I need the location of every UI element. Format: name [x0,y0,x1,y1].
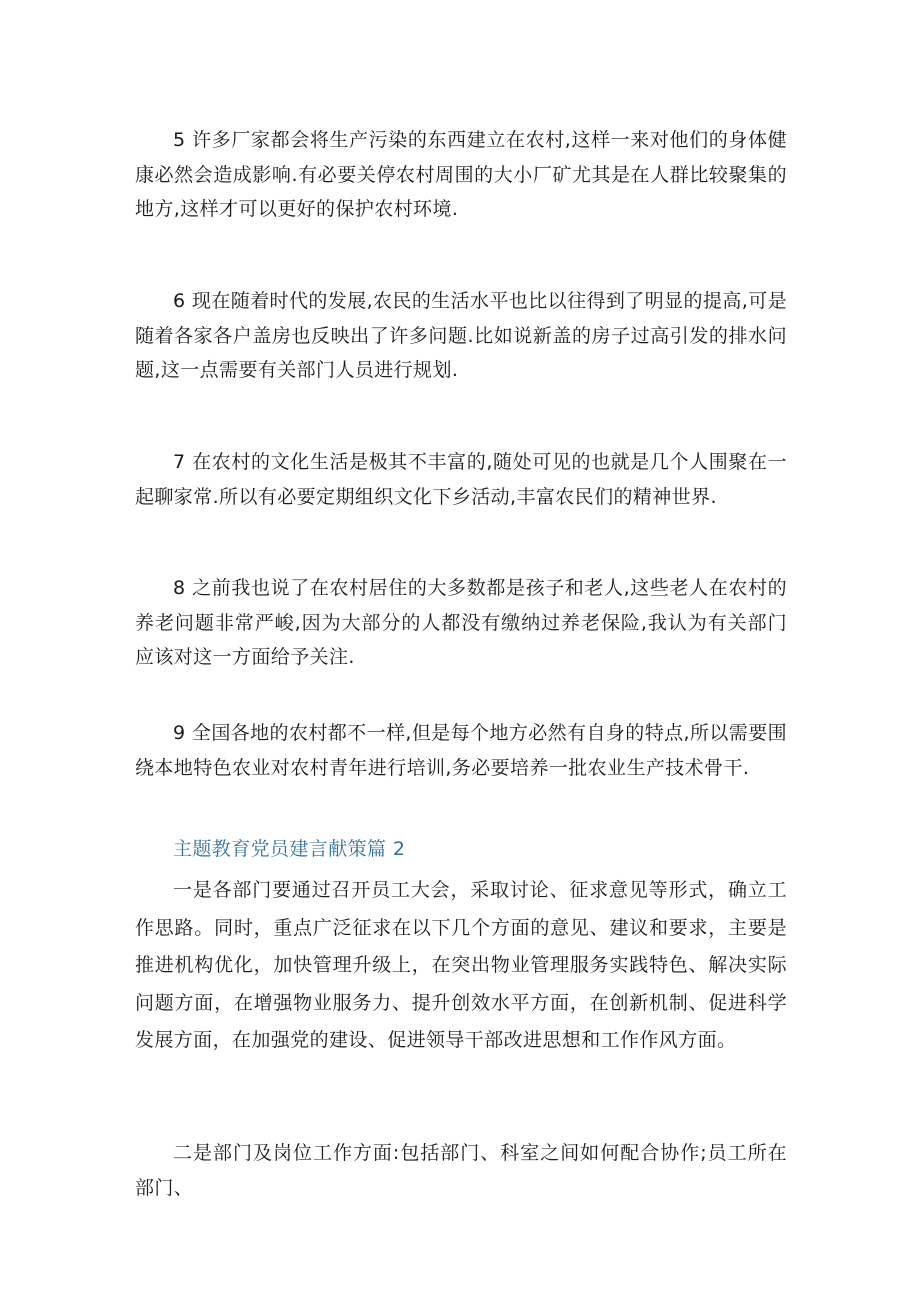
paragraph-item-7: 7 在农村的文化生活是极其不丰富的,随处可见的也就是几个人围聚在一起聊家常.所以有必要定期组织文化下乡活动,丰富农民们的精神世界. [135,451,787,508]
paragraph-item-8: 8 之前我也说了在农村居住的大多数都是孩子和老人,这些老人在农村的养老问题非常严峻,因为大部分的人都没有缴纳过养老保险,我认为有关部门应该对这一方面给予关注. [135,577,787,668]
section-paragraph-2: 二是部门及岗位工作方面:包括部门、科室之间如何配合协作;员工所在部门、 [135,1142,787,1199]
section-paragraph-1: 一是各部门要通过召开员工大会，采取讨论、征求意见等形式，确立工作思路。同时，重点广泛征求在以下几个方面的意见、建议和要求，主要是推进机构优化，加快管理升级上，在突出物业管理服务实践特色、解决实际问题方面，在增强物业服务力、提升创效水平方面，在创新机制、促进科学发展方面，在加强党的建设、促进领导干部改进思想和工作作风方面。 [135,879,787,1051]
paragraph-item-5: 5 许多厂家都会将生产污染的东西建立在农村,这样一来对他们的身体健康必然会造成影响.有必要关停农村周围的大小厂矿尤其是在人群比较聚集的地方,这样才可以更好的保护农村环境. [135,129,787,220]
paragraph-item-6: 6 现在随着时代的发展,农民的生活水平也比以往得到了明显的提高,可是随着各家各户盖房也反映出了许多问题.比如说新盖的房子过高引发的排水问题,这一点需要有关部门人员进行规划. [135,290,787,381]
paragraph-item-9: 9 全国各地的农村都不一样,但是每个地方必然有自身的特点,所以需要围绕本地特色农业对农村青年进行培训,务必要培养一批农业生产技术骨干. [135,722,787,779]
section-heading: 主题教育党员建言献策篇 2 [173,838,406,860]
